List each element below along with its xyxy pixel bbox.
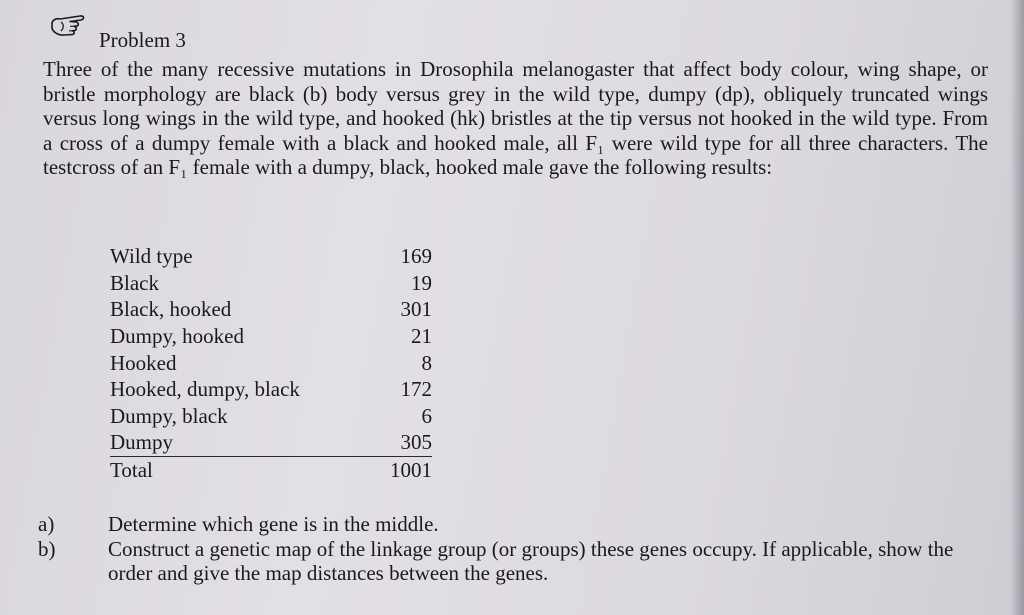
count-cell: 19 xyxy=(411,270,432,295)
total-count: 1001 xyxy=(390,458,432,483)
phenotype-cell: Black xyxy=(110,270,159,295)
count-cell: 301 xyxy=(400,297,432,322)
phenotype-cell: Dumpy xyxy=(110,429,374,456)
phenotype-cell: Wild type xyxy=(110,244,193,269)
table-row xyxy=(110,376,432,403)
problem-intro: Three of the many recessive mutations in Drosophila melanogaster that affect body colour, wing shape, or bristle morphology are black (b) body versus grey in the wild type, dumpy (dp), obliquely truncated wings versus long wings in the wild type, and hooked (hk) bristles at the tip versus not hooked in the wild type. From a cross of a dumpy female with a black and hooked male, all F₁ were wild type for all three characters. The testcross of an F₁ female with a dumpy, black, hooked male gave the following results: xyxy=(43,57,988,179)
table-row xyxy=(110,296,432,323)
question-item xyxy=(38,512,988,537)
problem-title: Problem 3 xyxy=(99,28,186,52)
question-item xyxy=(38,537,988,586)
table-row xyxy=(110,403,432,430)
table-row xyxy=(110,270,432,297)
question-letter: a) xyxy=(38,512,55,536)
total-label: Total xyxy=(110,458,153,483)
table-row xyxy=(110,349,432,376)
count-cell: 169 xyxy=(400,244,432,269)
count-cell: 305 xyxy=(374,429,432,456)
question-text: Construct a genetic map of the linkage group (or groups) these genes occupy. If applicable, show the order and give the map distances between the genes. xyxy=(108,536,954,585)
count-cell: 172 xyxy=(400,377,432,402)
phenotype-cell: Black, hooked xyxy=(110,297,232,322)
question-letter: b) xyxy=(38,536,56,561)
testcross-results-table xyxy=(110,243,432,483)
count-cell: 6 xyxy=(421,403,432,428)
table-row xyxy=(110,243,432,270)
total-row xyxy=(110,456,432,483)
question-list xyxy=(38,512,988,586)
page-edge-shadow xyxy=(1010,0,1024,615)
phenotype-cell: Hooked xyxy=(110,350,177,375)
pointing-hand-icon xyxy=(50,12,94,40)
table-row xyxy=(110,429,432,456)
phenotype-cell: Dumpy, hooked xyxy=(110,324,244,349)
count-cell: 8 xyxy=(421,350,432,375)
table-row xyxy=(110,323,432,350)
question-text: Determine which gene is in the middle. xyxy=(108,512,439,536)
phenotype-cell: Dumpy, black xyxy=(110,403,228,428)
phenotype-cell: Hooked, dumpy, black xyxy=(110,377,300,402)
count-cell: 21 xyxy=(411,324,432,349)
